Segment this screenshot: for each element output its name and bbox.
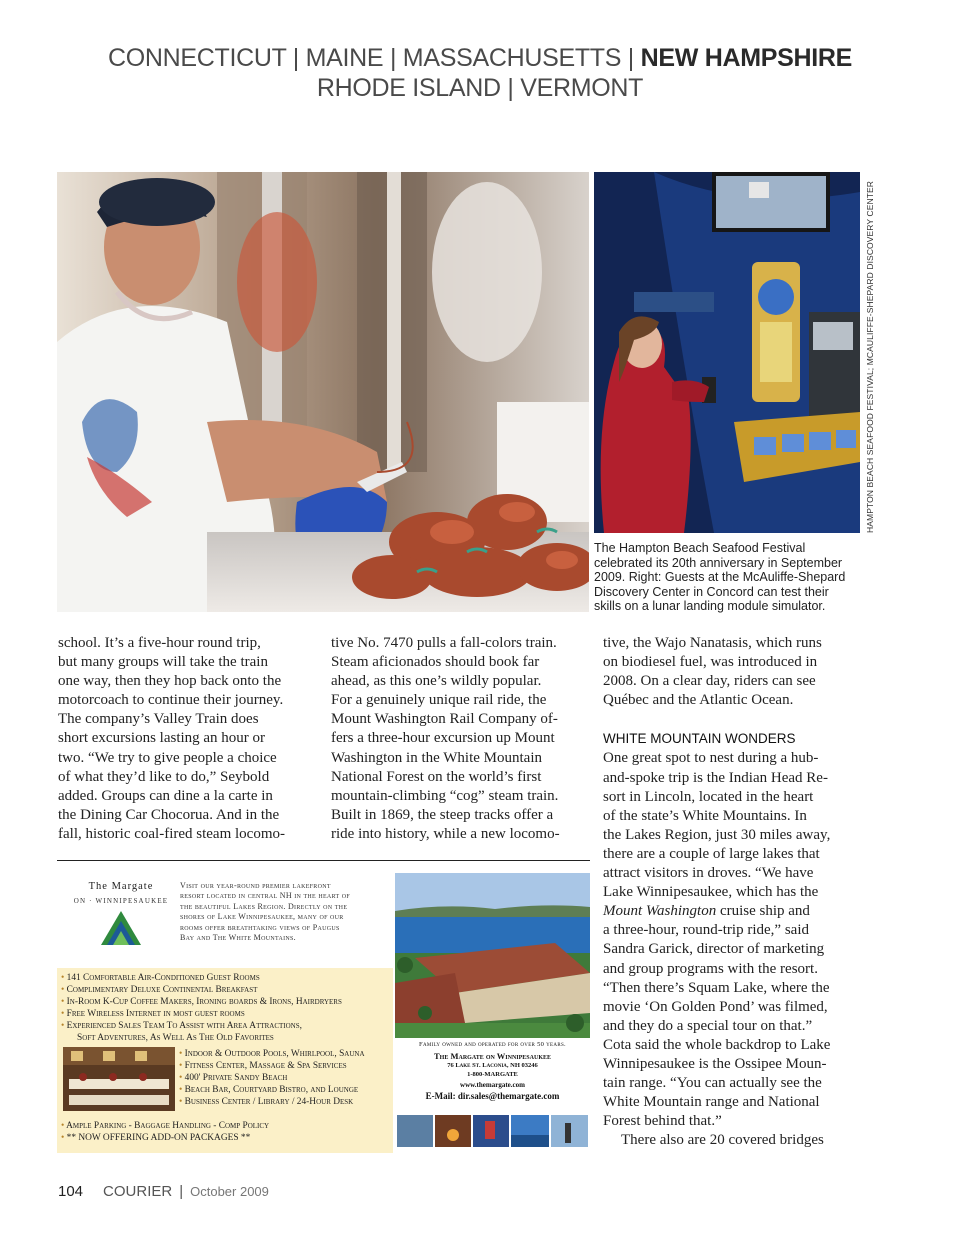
article-line: Steam aficionados should book far (331, 654, 540, 671)
page-number: 104 (58, 1183, 84, 1200)
article-line: tive, the Wajo Nanatasis, which runs (603, 635, 822, 651)
article-line: two. “We try to give people a choice (58, 749, 277, 766)
article-line: on biodiesel fuel, was introduced in (603, 654, 818, 671)
article-line: attract visitors in droves. “We have (603, 865, 814, 882)
ad-amenities-bottom (61, 1121, 269, 1145)
ad-blurb-line: rooms offer breathtaking views of Paugus (180, 922, 340, 932)
article-line: One great spot to nest during a hub- (603, 750, 819, 767)
ad-logo-subtitle: ON · WINNIPESAUKEE (73, 897, 169, 905)
article-line: “Then there’s Squam Lake, where the (603, 979, 830, 996)
article-line: There also are 20 covered bridges (621, 1132, 824, 1149)
photo-seafood-festival (57, 172, 589, 612)
amenity-item: • Indoor & Outdoor Pools, Whirlpool, Sauna (179, 1049, 365, 1059)
ad-blurb-line: shores of Lake Winnipesaukee, many of our (180, 912, 344, 922)
article-line: short excursions lasting an hour or (58, 730, 266, 747)
ship-name: Mount Washington (603, 903, 717, 920)
amenity-item: • Experienced Sales Team To Assist with Area Attractions, (61, 1020, 302, 1031)
caption-line: Discovery Center in Concord can test their (594, 584, 829, 599)
amenity-item: • 141 Comfortable Air-Conditioned Guest Rooms (61, 973, 260, 983)
discovery-center-illustration (594, 172, 860, 533)
ad-blurb-line: Bay and The White Mountains. (180, 933, 296, 943)
amenity-item-continued: Soft Adventures, As Well As The Old Favorites (77, 1032, 274, 1043)
ad-thumbnail-strip (395, 1109, 590, 1153)
amenity-item: • Beach Bar, Courtyard Bistro, and Lounge (179, 1084, 359, 1095)
article-column-1 (58, 634, 320, 844)
photo-caption (594, 541, 869, 614)
article-line: Built in 1869, the steep tracks offer a (331, 806, 554, 823)
photo-discovery-center (594, 172, 860, 533)
ad-family-owned: Family owned and operated for over 50 years. (419, 1041, 566, 1048)
amenity-item: • Fitness Center, Massage & Spa Services (179, 1060, 347, 1071)
article-line: there are a couple of large lakes that (603, 845, 820, 862)
article-line: Québec and the Atlantic Ocean. (603, 692, 794, 709)
photo-credit: HAMPTON BEACH SEAFOOD FESTIVAL; MCAULIFFE-SHEPARD DISCOVERY CENTER (865, 180, 875, 533)
caption-line: 2009. Right: Guests at the McAuliffe-Shepard (594, 570, 846, 584)
article-line: 2008. On a clear day, riders can see (603, 673, 816, 690)
ad-info-panel (57, 873, 393, 1153)
article-column-2 (331, 634, 593, 844)
article-line: tain range. “You can actually see the (603, 1075, 822, 1092)
ad-blurb-line: Visit our year-round premier lakefront (180, 881, 331, 890)
ad-website-link[interactable]: www.themargate.com (460, 1081, 525, 1089)
section-header-states (0, 44, 960, 73)
page-footer (58, 1183, 269, 1200)
article-line: fers a three-hour excursion up Mount (331, 730, 555, 747)
caption-line: skills on a lunar landing module simulator. (594, 599, 826, 613)
ad-header (57, 873, 393, 968)
ad-resort-name: The Margate on Winnipesaukee (434, 1051, 551, 1061)
article-line: and group programs with the resort. (603, 960, 818, 977)
section-header-states-line2: RHODE ISLAND | VERMONT (316, 74, 644, 102)
margate-advertisement[interactable] (57, 860, 590, 1153)
ad-phone[interactable]: 1-800-MARGATE (467, 1071, 518, 1078)
article-line: of the state’s White Mountains. In (603, 807, 807, 824)
article-line: Lake Winnipesaukee, which has the (603, 884, 819, 901)
article-line: fall, historic coal-fired steam locomo- (58, 825, 285, 842)
ad-resort-photo (395, 873, 590, 1038)
amenity-item: • Free Wireless Internet in most guest rooms (61, 1008, 245, 1019)
amenity-item: • Complimentary Deluxe Continental Breakfast (61, 984, 258, 995)
amenity-item: • Ample Parking - Baggage Handling - Comp Policy (61, 1121, 270, 1131)
article-line: one way, then they hop back onto the (58, 673, 282, 690)
amenity-item: • Business Center / Library / 24-Hour Desk (179, 1096, 354, 1107)
article-line: White Mountain range and National (603, 1094, 820, 1111)
ad-blurb-line: resort located in central NH in the heart of (180, 891, 351, 901)
article-line: Washington in the White Mountain (331, 749, 542, 766)
article-line: Mount Washington Rail Company of- (331, 711, 558, 728)
ad-logo-title: The Margate (88, 881, 154, 892)
header-highlight-state: NEW HAMPSHIRE (640, 44, 853, 72)
margate-logo-icon (97, 909, 145, 949)
section-subhead: WHITE MOUNTAIN WONDERS (603, 731, 796, 747)
header-states: CONNECTICUT | MAINE | MASSACHUSETTS | (107, 44, 641, 72)
footer-separator: | (179, 1183, 184, 1200)
article-line: but many groups will take the train (58, 654, 268, 671)
article-line: the Dining Car Chocorua. And in the (58, 806, 280, 823)
article-line: and they do a special tour on that.” (603, 1017, 813, 1034)
ad-dining-room-photo (63, 1047, 175, 1111)
article-line: For a genuinely unique rail ride, the (331, 692, 547, 709)
article-line: school. It’s a five-hour round trip, (58, 635, 261, 651)
article-line: Cota said the whole backdrop to Lake (603, 1036, 831, 1053)
issue-date: October 2009 (190, 1184, 269, 1199)
article-line: sort in Lincoln, located in the heart (603, 788, 814, 805)
amenity-item: • 400' Private Sandy Beach (179, 1072, 288, 1083)
article-line: ride into history, while a new locomo- (331, 825, 560, 842)
magazine-name: COURIER (103, 1183, 173, 1200)
article-line: Winnipesaukee is the Ossipee Moun- (603, 1055, 827, 1072)
article-line: of what they’d like to do,” Seybold (58, 768, 270, 785)
ad-resort-panel (395, 873, 590, 1153)
ad-amenities-list-right (179, 1049, 365, 1109)
amenity-item: • ** NOW OFFERING ADD-ON PACKAGES ** (61, 1132, 251, 1143)
amenity-item: • In-Room K-Cup Coffee Makers, Ironing boards & Irons, Hairdryers (61, 996, 342, 1007)
article-line: a three-hour, round-trip ride,” said (603, 922, 809, 939)
article-line: added. Groups can dine a la carte in (58, 787, 273, 804)
article-line: and-spoke trip is the Indian Head Re- (603, 769, 828, 786)
article-line: The company’s Valley Train does (58, 711, 259, 728)
ad-email-link[interactable]: E-Mail: dir.sales@themargate.com (425, 1091, 560, 1101)
article-column-3 (603, 634, 865, 1150)
article-line (603, 902, 865, 921)
article-line: mountain-climbing “cog” steam train. (331, 787, 559, 804)
article-line: movie ‘On Golden Pond’ was filmed, (603, 998, 828, 1015)
article-line: motorcoach to continue their journey. (58, 692, 284, 709)
ad-blurb (180, 881, 390, 943)
caption-line: celebrated its 20th anniversary in September (594, 555, 843, 570)
ad-address: 76 Lake St. Laconia, NH 03246 (447, 1062, 538, 1069)
caption-line: The Hampton Beach Seafood Festival (594, 541, 806, 555)
article-line-rest: cruise ship and (716, 903, 810, 920)
article-line: ahead, as this one’s wildly popular. (331, 673, 542, 690)
ad-blurb-line: the beautiful Lakes Region. Directly on the (180, 901, 348, 911)
article-line: the Lakes Region, just 30 miles away, (603, 826, 831, 843)
article-line: National Forest on the world’s first (331, 768, 542, 785)
article-line: Sandra Garick, director of marketing (603, 941, 825, 958)
resort-aerial-illustration (395, 873, 590, 1038)
article-line: tive No. 7470 pulls a fall-colors train. (331, 635, 557, 651)
article-line: Forest behind that.” (603, 1113, 722, 1130)
ad-amenities-list (61, 973, 342, 1044)
seafood-festival-illustration (57, 172, 589, 612)
